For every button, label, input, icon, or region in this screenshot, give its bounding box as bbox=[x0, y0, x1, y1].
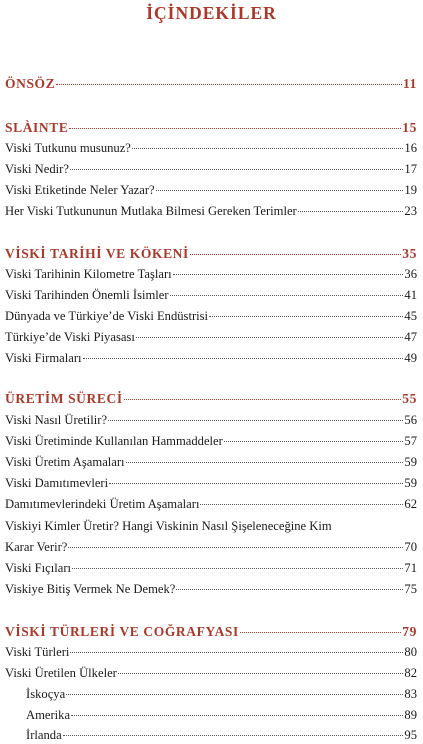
entry-page: 89 bbox=[404, 708, 417, 722]
toc-entry[interactable] bbox=[5, 561, 417, 576]
toc-entry[interactable] bbox=[5, 309, 417, 324]
leader-dots bbox=[200, 504, 403, 505]
entry-label: Viski Nedir? bbox=[5, 162, 69, 176]
toc-entry[interactable] bbox=[5, 455, 417, 470]
toc-entry[interactable] bbox=[5, 162, 417, 177]
leader-dots bbox=[136, 337, 404, 338]
leader-dots bbox=[108, 420, 403, 421]
leader-dots bbox=[70, 169, 403, 170]
entry-page: 83 bbox=[404, 687, 417, 701]
toc-section-slainte[interactable] bbox=[5, 120, 417, 136]
entry-page: 16 bbox=[404, 141, 417, 155]
toc-entry[interactable] bbox=[5, 267, 417, 282]
entry-label: Viski Etiketinde Neler Yazar? bbox=[5, 183, 155, 197]
leader-dots bbox=[170, 295, 404, 296]
leader-dots bbox=[83, 358, 404, 359]
section-page: 11 bbox=[403, 76, 417, 91]
leader-dots bbox=[224, 441, 404, 442]
toc-entry[interactable] bbox=[5, 476, 417, 491]
toc-entry[interactable] bbox=[5, 497, 417, 512]
leader-dots bbox=[156, 190, 404, 191]
leader-dots bbox=[56, 84, 402, 85]
entry-page: 19 bbox=[404, 183, 417, 197]
entry-label: Viski Türleri bbox=[5, 645, 70, 659]
toc-entry[interactable] bbox=[5, 288, 417, 303]
leader-dots bbox=[124, 399, 402, 400]
entry-label: Viski Üretiminde Kullanılan Hammaddeler bbox=[5, 434, 223, 448]
entry-label: Viski Fıçıları bbox=[5, 561, 72, 575]
leader-dots bbox=[63, 735, 404, 736]
leader-dots bbox=[69, 128, 401, 129]
toc-entry[interactable] bbox=[5, 582, 417, 597]
toc-entry[interactable] bbox=[5, 330, 417, 345]
entry-page: 62 bbox=[404, 497, 417, 511]
section-page: 55 bbox=[402, 391, 417, 406]
section-label: ÖNSÖZ bbox=[5, 76, 56, 91]
entry-label: Viski Üretim Aşamaları bbox=[5, 455, 125, 469]
leader-dots bbox=[70, 652, 403, 653]
leader-dots bbox=[176, 589, 403, 590]
toc-entry-line1[interactable]: Viskiyi Kimler Üretir? Hangi Viskinin Nasıl Şişeleneceğine Kim bbox=[5, 519, 332, 533]
entry-page: 17 bbox=[404, 162, 417, 176]
entry-label: Viski Tarihinden Önemli İsimler bbox=[5, 288, 169, 302]
entry-page: 80 bbox=[404, 645, 417, 659]
leader-dots bbox=[298, 211, 404, 212]
entry-page: 47 bbox=[404, 330, 417, 344]
toc-section-turler[interactable] bbox=[5, 624, 417, 640]
toc-entry[interactable] bbox=[5, 204, 417, 219]
section-page: 79 bbox=[402, 624, 417, 639]
entry-label: Viski Nasıl Üretilir? bbox=[5, 413, 108, 427]
leader-dots bbox=[109, 483, 403, 484]
leader-dots bbox=[209, 316, 403, 317]
entry-label: İskoçya bbox=[26, 687, 66, 701]
toc-section-tarih[interactable] bbox=[5, 246, 417, 262]
section-label: SLÀINTE bbox=[5, 120, 69, 135]
entry-label: Amerika bbox=[26, 708, 71, 722]
leader-dots bbox=[118, 673, 404, 674]
toc-entry[interactable] bbox=[5, 434, 417, 449]
entry-label: Türkiye’de Viski Piyasası bbox=[5, 330, 135, 344]
entry-page: 59 bbox=[404, 455, 417, 469]
leader-dots bbox=[72, 568, 403, 569]
entry-page: 70 bbox=[404, 540, 417, 554]
entry-page: 56 bbox=[404, 413, 417, 427]
entry-label: Viskiye Bitiş Vermek Ne Demek? bbox=[5, 582, 176, 596]
entry-label: Damıtımevlerindeki Üretim Aşamaları bbox=[5, 497, 200, 511]
entry-label: Viski Damıtımevleri bbox=[5, 476, 109, 490]
entry-page: 23 bbox=[404, 204, 417, 218]
toc-entry[interactable] bbox=[5, 645, 417, 660]
section-label: VİSKİ TARİHİ VE KÖKENİ bbox=[5, 246, 189, 261]
section-page: 15 bbox=[402, 120, 417, 135]
toc-subentry[interactable] bbox=[26, 728, 417, 743]
leader-dots bbox=[68, 547, 403, 548]
toc-entry[interactable] bbox=[5, 413, 417, 428]
entry-page: 82 bbox=[404, 666, 417, 680]
entry-page: 45 bbox=[404, 309, 417, 323]
section-label: VİSKİ TÜRLERİ VE COĞRAFYASI bbox=[5, 624, 239, 639]
entry-page: 59 bbox=[404, 476, 417, 490]
entry-label: Viski Firmaları bbox=[5, 351, 82, 365]
toc-entry[interactable] bbox=[5, 141, 417, 156]
entry-page: 36 bbox=[404, 267, 417, 281]
section-page: 35 bbox=[402, 246, 417, 261]
entry-label: Viski Tutkunu musunuz? bbox=[5, 141, 131, 155]
entry-page: 41 bbox=[404, 288, 417, 302]
entry-page: 71 bbox=[404, 561, 417, 575]
toc-entry[interactable] bbox=[5, 183, 417, 198]
entry-page: 75 bbox=[404, 582, 417, 596]
leader-dots bbox=[132, 148, 404, 149]
entry-page: 57 bbox=[404, 434, 417, 448]
toc-subentry[interactable] bbox=[26, 708, 417, 723]
toc-entry[interactable] bbox=[5, 666, 417, 681]
entry-page: 49 bbox=[404, 351, 417, 365]
entry-label: Dünyada ve Türkiye’de Viski Endüstrisi bbox=[5, 309, 209, 323]
entry-label: İrlanda bbox=[26, 728, 62, 742]
leader-dots bbox=[190, 254, 401, 255]
toc-entry[interactable] bbox=[5, 540, 417, 555]
leader-dots bbox=[240, 632, 401, 633]
section-label: ÜRETİM SÜRECİ bbox=[5, 391, 123, 406]
leader-dots bbox=[126, 462, 404, 463]
entry-label: Karar Verir? bbox=[5, 540, 68, 554]
page-title: İÇİNDEKİLER bbox=[146, 3, 277, 23]
leader-dots bbox=[173, 274, 404, 275]
leader-dots bbox=[71, 715, 403, 716]
toc-section-uretim[interactable] bbox=[5, 391, 417, 407]
entry-page: 95 bbox=[404, 728, 417, 742]
toc-entry[interactable] bbox=[5, 351, 417, 366]
entry-label: Viski Üretilen Ülkeler bbox=[5, 666, 117, 680]
toc-section-onsoz[interactable] bbox=[5, 76, 417, 92]
leader-dots bbox=[66, 694, 403, 695]
entry-label: Her Viski Tutkununun Mutlaka Bilmesi Gereken Terimler bbox=[5, 204, 297, 218]
entry-label: Viski Tarihinin Kilometre Taşları bbox=[5, 267, 172, 281]
toc-subentry[interactable] bbox=[26, 687, 417, 702]
